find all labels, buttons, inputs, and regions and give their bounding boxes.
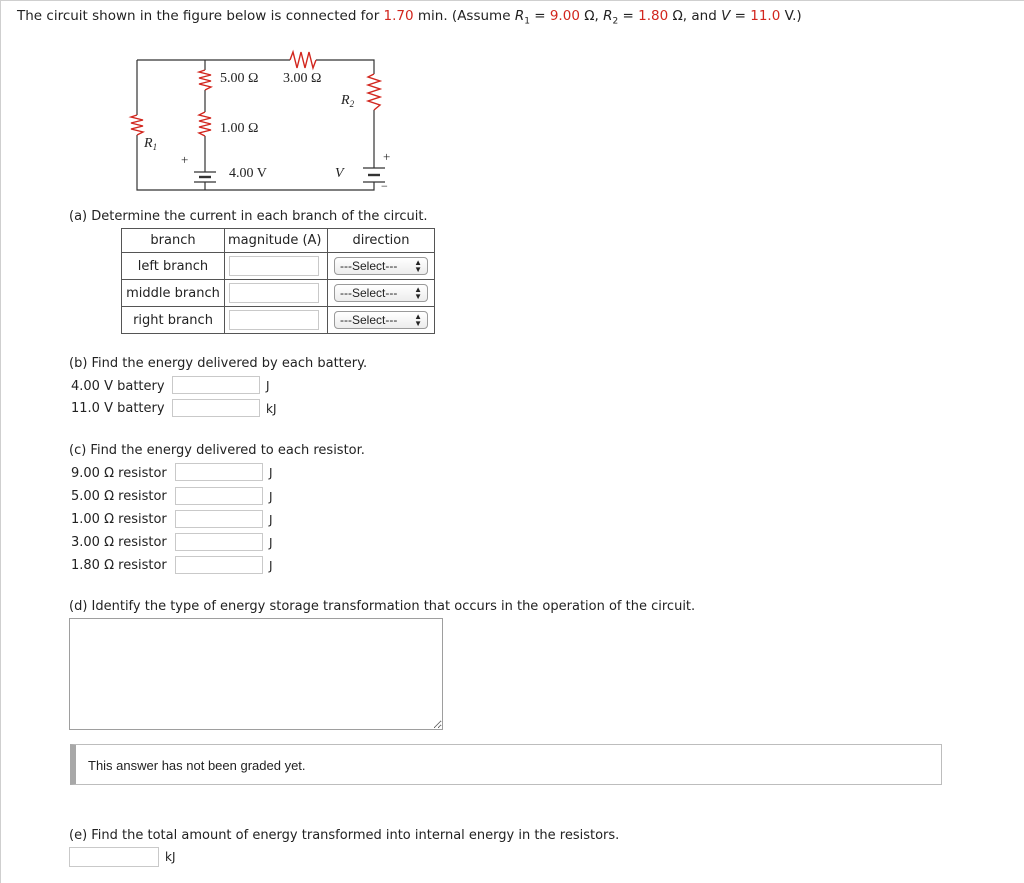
part-d-question: (d) Identify the type of energy storage transformation that occurs in the operation of the circuit. [69, 599, 696, 614]
unit-label: J [269, 490, 273, 504]
v-unit: V.) [780, 8, 802, 24]
r1-symbol: R [514, 8, 525, 24]
time-value: 1.70 [383, 8, 414, 24]
part-e-question: (e) Find the total amount of energy transformed into internal energy in the resistors. [69, 828, 620, 843]
table-header-row [122, 229, 435, 253]
left-branch-direction-select[interactable]: ---Select--- ▲ ▼ [334, 257, 428, 275]
grading-status-box [70, 744, 942, 785]
resistor-r2 [368, 74, 380, 110]
table-row [122, 280, 435, 307]
resistor-1ohm [199, 112, 211, 136]
r1-unit: Ω, [579, 8, 604, 24]
battery-11v-energy-input[interactable] [172, 399, 260, 417]
r1-subscript: 1 [524, 16, 530, 27]
battery-11v-label: 11.0 V battery [71, 401, 165, 416]
problem-statement [17, 8, 802, 27]
row-branch-label: left branch [122, 253, 225, 280]
label-r1: $R_1$ [144, 136, 158, 152]
label-3ohm: 3.00 Ω [283, 71, 322, 86]
right-branch-direction-select[interactable]: ---Select--- ▲ ▼ [334, 311, 428, 329]
v-symbol: V [721, 8, 731, 24]
equals-sign: = [730, 8, 751, 24]
unit-label: J [269, 466, 273, 480]
battery-4v-label: 4.00 V battery [71, 379, 165, 394]
header-magnitude: magnitude (A) [225, 229, 328, 253]
part-c-question: (c) Find the energy delivered to each resistor. [69, 443, 365, 458]
r2-subscript: 2 [612, 16, 619, 27]
resistor-5ohm-energy-input[interactable] [175, 487, 263, 505]
header-branch: branch [122, 229, 225, 253]
plus-sign-middle: + [181, 152, 189, 167]
battery-4v-energy-input[interactable] [172, 376, 260, 394]
r2-symbol: R [603, 8, 613, 24]
minus-sign-right: − [381, 179, 388, 193]
resistor-1p8ohm-energy-input[interactable] [175, 556, 263, 574]
current-table [121, 228, 435, 334]
table-row [122, 307, 435, 334]
unit-label: J [269, 559, 273, 573]
resistor-label: 9.00 Ω resistor [71, 466, 167, 481]
r1-value: 9.00 [549, 8, 580, 24]
energy-transformation-answer-textarea[interactable] [69, 618, 443, 730]
resistor-9ohm-energy-input[interactable] [175, 463, 263, 481]
equals-sign: = [618, 8, 639, 24]
v-value: 11.0 [750, 8, 781, 24]
unit-label: J [266, 379, 270, 393]
label-v: V [335, 166, 344, 181]
label-4volt: 4.00 V [229, 166, 267, 181]
select-arrows-icon: ▲ ▼ [414, 285, 422, 301]
table-row [122, 253, 435, 280]
middle-branch-direction-select[interactable]: ---Select--- ▲ ▼ [334, 284, 428, 302]
resistor-3ohm-energy-input[interactable] [175, 533, 263, 551]
row-branch-label: right branch [122, 307, 225, 334]
grading-status-text: This answer has not been graded yet. [88, 758, 306, 773]
unit-label: kJ [165, 850, 176, 864]
label-1ohm: 1.00 Ω [220, 121, 259, 136]
middle-branch-magnitude-input[interactable] [229, 283, 319, 303]
resistor-5ohm [199, 70, 211, 90]
row-branch-label: middle branch [122, 280, 225, 307]
unit-label: kJ [266, 402, 277, 416]
r2-unit: Ω, and [668, 8, 722, 24]
label-5ohm: 5.00 Ω [220, 71, 259, 86]
part-b-question: (b) Find the energy delivered by each battery. [69, 356, 368, 371]
intro-text: The circuit shown in the figure below is connected for [17, 8, 384, 24]
left-branch-magnitude-input[interactable] [229, 256, 319, 276]
resistor-label: 3.00 Ω resistor [71, 535, 167, 550]
internal-energy-input[interactable] [69, 847, 159, 867]
select-arrows-icon: ▲ ▼ [414, 258, 422, 274]
time-unit: min. (Assume [413, 8, 515, 24]
right-branch-magnitude-input[interactable] [229, 310, 319, 330]
header-direction: direction [328, 229, 435, 253]
equals-sign: = [529, 8, 550, 24]
resistor-top [290, 52, 316, 68]
select-arrows-icon: ▲ ▼ [414, 312, 422, 328]
resistor-label: 1.00 Ω resistor [71, 512, 167, 527]
resistor-r1 [131, 115, 143, 135]
part-a-question: (a) Determine the current in each branch of the circuit. [69, 209, 428, 224]
resistor-label: 1.80 Ω resistor [71, 558, 167, 573]
resistor-label: 5.00 Ω resistor [71, 489, 167, 504]
plus-sign-right: + [383, 149, 391, 164]
label-r2: $R_2$ [341, 93, 355, 109]
unit-label: J [269, 536, 273, 550]
resistor-1ohm-energy-input[interactable] [175, 510, 263, 528]
r2-value: 1.80 [638, 8, 669, 24]
unit-label: J [269, 513, 273, 527]
